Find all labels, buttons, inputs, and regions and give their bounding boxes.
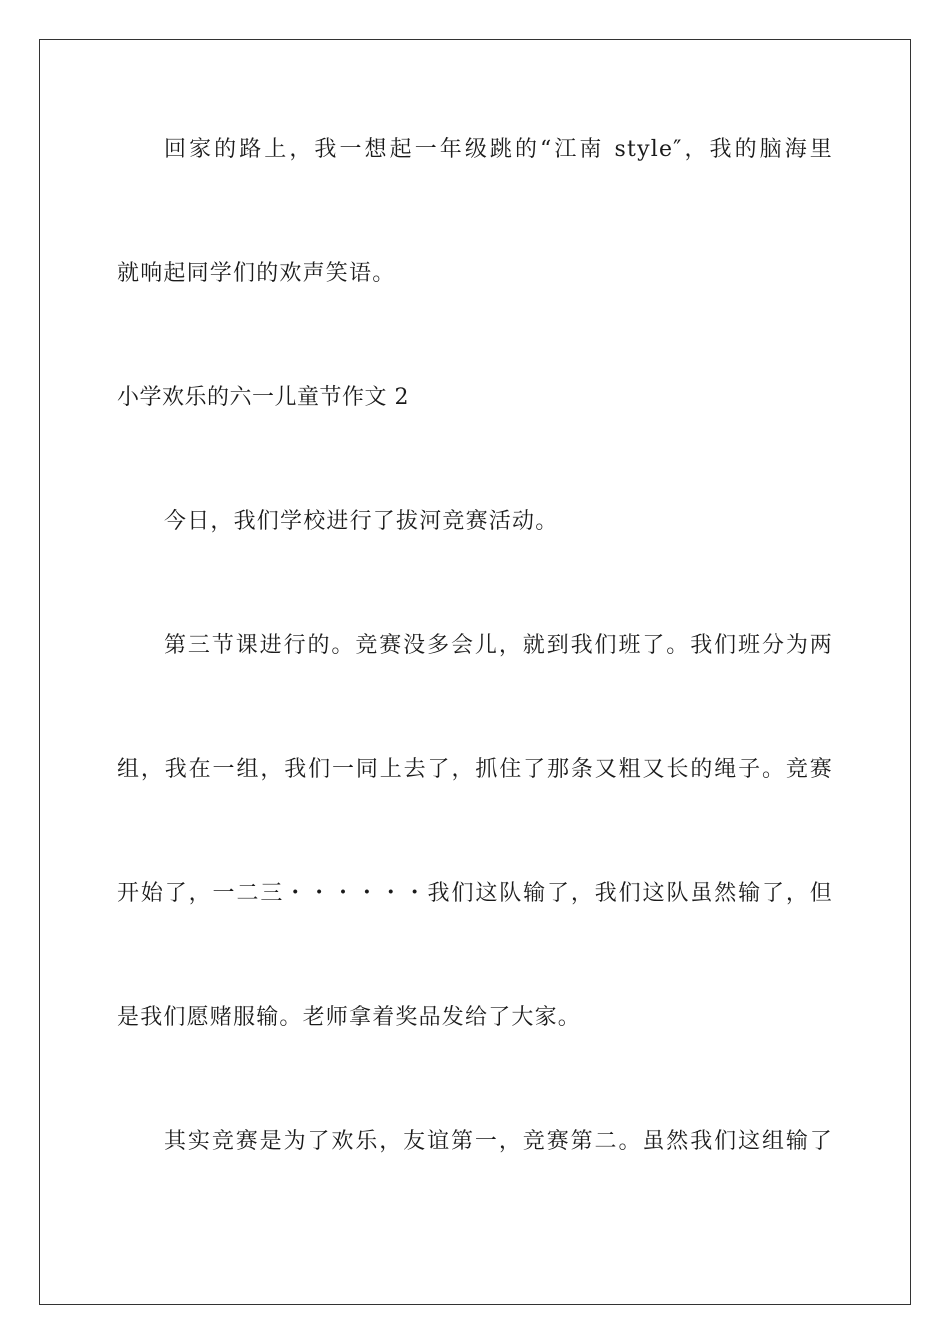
paragraph-line-7: 是我们愿赌服输。老师拿着奖品发给了大家。 <box>117 1005 582 1030</box>
paragraph-line-2: 就响起同学们的欢声笑语。 <box>117 261 396 286</box>
section-heading: 小学欢乐的六一儿童节作文 2 <box>117 385 409 410</box>
paragraph-line-3: 今日，我们学校进行了拔河竞赛活动。 <box>164 509 559 534</box>
paragraph-line-8: 其实竞赛是为了欢乐，友谊第一，竞赛第二。虽然我们这组输了 <box>164 1129 833 1154</box>
paragraph-line-5: 组，我在一组，我们一同上去了，抓住了那条又粗又长的绳子。竞赛 <box>117 757 833 782</box>
paragraph-line-6: 开始了，一二三・・・・・・我们这队输了，我们这队虽然输了，但 <box>117 881 833 906</box>
page-border <box>39 39 911 1305</box>
paragraph-line-4: 第三节课进行的。竞赛没多会儿，就到我们班了。我们班分为两 <box>164 633 833 658</box>
paragraph-line-1: 回家的路上，我一想起一年级跳的“江南 style″，我的脑海里 <box>164 137 833 162</box>
